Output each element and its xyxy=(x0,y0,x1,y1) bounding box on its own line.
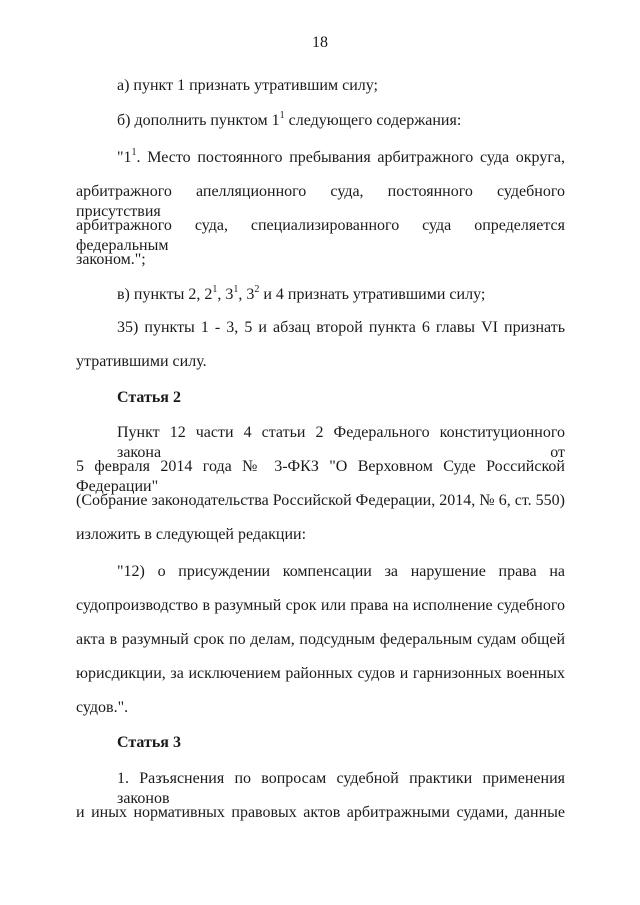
quote-11-line-1-rest: . Место постоянного пребывания арбитражного суда округа, xyxy=(136,149,565,166)
item-v-sup-1: 1 xyxy=(212,284,218,295)
quote-11-line-4: законом."; xyxy=(76,251,146,268)
item-v xyxy=(117,285,565,305)
item-b-text-end: следующего содержания: xyxy=(284,112,462,129)
item-b xyxy=(117,111,565,131)
article-2-quote-line: судопроизводство в разумный срок или права на исполнение судебного xyxy=(76,597,565,614)
article-2-quote-line: "12) о присуждении компенсации за нарушение права на xyxy=(117,563,565,580)
item-b-text: б) дополнить пунктом 1 xyxy=(117,112,280,129)
item-v-sup-2: 1 xyxy=(233,284,239,295)
item-v-part-3: , 3 xyxy=(238,286,255,303)
article-2-heading: Статья 2 xyxy=(117,389,181,406)
article-3-heading: Статья 3 xyxy=(117,734,181,751)
item-v-sup-3: 2 xyxy=(254,284,260,295)
article-2-quote-line: акта в разумный срок по делам, подсудным федеральным судам общей xyxy=(76,631,565,648)
item-v-part-2: , 3 xyxy=(217,286,234,303)
quote-11-line-3: арбитражного суда, специализированного суда определяется федеральным xyxy=(76,217,565,254)
quote-11-open: "1 xyxy=(117,149,132,166)
article-2-quote-line: юрисдикции, за исключением районных судов и гарнизонных военных xyxy=(76,665,565,682)
quote-11-line-1 xyxy=(117,148,565,168)
item-35-line-2: утратившими силу. xyxy=(76,353,207,370)
item-v-part-4: и 4 признать утратившими силу; xyxy=(259,286,486,303)
article-2-paragraph-line: Пункт 12 части 4 статьи 2 Федерального конституционного закона от xyxy=(117,424,565,461)
item-a: а) пункт 1 признать утратившим силу; xyxy=(117,77,378,94)
article-3-paragraph-line: 1. Разъяснения по вопросам судебной практики применения законов xyxy=(117,770,565,807)
quote-11-line-2: арбитражного апелляционного суда, постоянного судебного присутствия xyxy=(76,183,565,220)
quote-11-superscript: 1 xyxy=(131,147,137,158)
article-2-paragraph-line: 5 февраля 2014 года № 3-ФКЗ "О Верховном Суде Российской Федерации" xyxy=(76,458,565,495)
item-b-superscript: 1 xyxy=(279,110,285,121)
item-35-line-1: 35) пункты 1 - 3, 5 и абзац второй пункта 6 главы VI признать xyxy=(117,319,565,336)
item-v-part-1: в) пункты 2, 2 xyxy=(117,286,213,303)
article-2-paragraph-line: (Собрание законодательства Российской Федерации, 2014, № 6, ст. 550) xyxy=(76,492,565,509)
article-3-paragraph-line: и иных нормативных правовых актов арбитражными судами, данные xyxy=(76,804,565,821)
article-2-paragraph-line: изложить в следующей редакции: xyxy=(76,526,307,543)
article-2-quote-line: судов.". xyxy=(76,699,129,716)
page-number: 18 xyxy=(312,34,328,51)
